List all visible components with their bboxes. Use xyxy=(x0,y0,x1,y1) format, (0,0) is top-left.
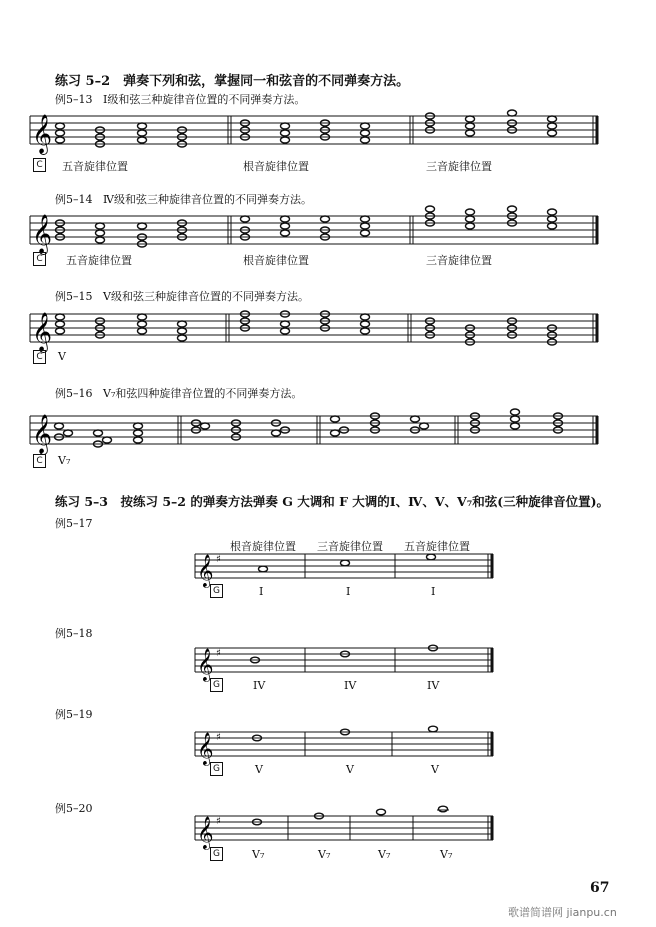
roman-numeral: V xyxy=(255,763,263,776)
roman-numeral: V₇ xyxy=(440,848,453,861)
watermark: 歌谱简谱网 jianpu.cn xyxy=(508,906,617,919)
staff-example-5-18 xyxy=(195,646,495,682)
key-box: C xyxy=(33,158,46,172)
position-header: 根音旋律位置 xyxy=(230,540,296,553)
roman-numeral: V xyxy=(431,763,439,776)
page-number: 67 xyxy=(590,880,610,896)
example-id: 例5–18 xyxy=(55,627,93,640)
treble-clef-icon: 𝄞 xyxy=(197,732,214,765)
key-box: C xyxy=(33,454,46,468)
treble-clef-icon: 𝄞 xyxy=(32,214,53,254)
staff-example-5-14 xyxy=(30,208,600,258)
key-box: C xyxy=(33,350,46,364)
position-label: 根音旋律位置 xyxy=(243,160,309,173)
roman-numeral: V₇ xyxy=(378,848,391,861)
example-id: 例5–20 xyxy=(55,802,93,815)
example-desc: V₇和弦四种旋律音位置的不同弹奏方法。 xyxy=(103,387,303,400)
staff-example-5-16 xyxy=(30,408,600,458)
roman-numeral: V xyxy=(346,763,354,776)
sharp-icon: ♯ xyxy=(216,648,221,659)
example-desc: Ⅳ级和弦三种旋律音位置的不同弹奏方法。 xyxy=(103,193,312,206)
example-desc: Ⅰ级和弦三种旋律音位置的不同弹奏方法。 xyxy=(103,93,306,106)
roman-numeral: V₇ xyxy=(58,454,71,467)
exercise-5-3-title: 练习 5–3 按练习 5–2 的弹奏方法弹奏 G 大调和 F 大调的Ⅰ、Ⅳ、Ⅴ、V₇和弦(三种旋律音位置)。 xyxy=(55,494,610,509)
roman-numeral: I xyxy=(346,585,351,598)
treble-clef-icon: 𝄞 xyxy=(32,414,53,454)
position-label: 五音旋律位置 xyxy=(66,254,132,267)
roman-numeral: I xyxy=(259,585,264,598)
staff-example-5-19 xyxy=(195,730,495,766)
key-box: G xyxy=(210,762,223,776)
treble-clef-icon: 𝄞 xyxy=(32,312,53,352)
sharp-icon: ♯ xyxy=(216,732,221,743)
treble-clef-icon: 𝄞 xyxy=(197,648,214,681)
example-id: 例5–13 xyxy=(55,93,93,106)
staff-example-5-13 xyxy=(30,108,600,158)
example-id: 例5–16 xyxy=(55,387,93,400)
key-box: G xyxy=(210,584,223,598)
position-label: 五音旋律位置 xyxy=(62,160,128,173)
example-id: 例5–19 xyxy=(55,708,93,721)
staff-example-5-15 xyxy=(30,306,600,356)
position-header: 五音旋律位置 xyxy=(404,540,470,553)
key-box: G xyxy=(210,678,223,692)
example-id: 例5–17 xyxy=(55,517,93,530)
sharp-icon: ♯ xyxy=(216,554,221,565)
roman-numeral: V₇ xyxy=(318,848,331,861)
position-label: 三音旋律位置 xyxy=(426,160,492,173)
staff-example-5-20 xyxy=(195,814,495,850)
roman-numeral: I xyxy=(431,585,436,598)
roman-numeral: IV xyxy=(253,679,266,692)
sharp-icon: ♯ xyxy=(216,816,221,827)
roman-numeral: V xyxy=(58,350,66,363)
treble-clef-icon: 𝄞 xyxy=(197,816,214,849)
example-id: 例5–14 xyxy=(55,193,93,206)
roman-numeral: IV xyxy=(344,679,357,692)
position-label: 三音旋律位置 xyxy=(426,254,492,267)
key-box: G xyxy=(210,847,223,861)
exercise-5-2-title: 练习 5–2 弹奏下列和弦，掌握同一和弦音的不同弹奏方法。 xyxy=(55,74,410,89)
example-id: 例5–15 xyxy=(55,290,93,303)
roman-numeral: V₇ xyxy=(252,848,265,861)
position-header: 三音旋律位置 xyxy=(317,540,383,553)
key-box: C xyxy=(33,252,46,266)
staff-example-5-17 xyxy=(195,552,495,588)
roman-numeral: IV xyxy=(427,679,440,692)
treble-clef-icon: 𝄞 xyxy=(32,114,53,154)
position-label: 根音旋律位置 xyxy=(243,254,309,267)
treble-clef-icon: 𝄞 xyxy=(197,554,214,587)
example-desc: Ⅴ级和弦三种旋律音位置的不同弹奏方法。 xyxy=(103,290,309,303)
